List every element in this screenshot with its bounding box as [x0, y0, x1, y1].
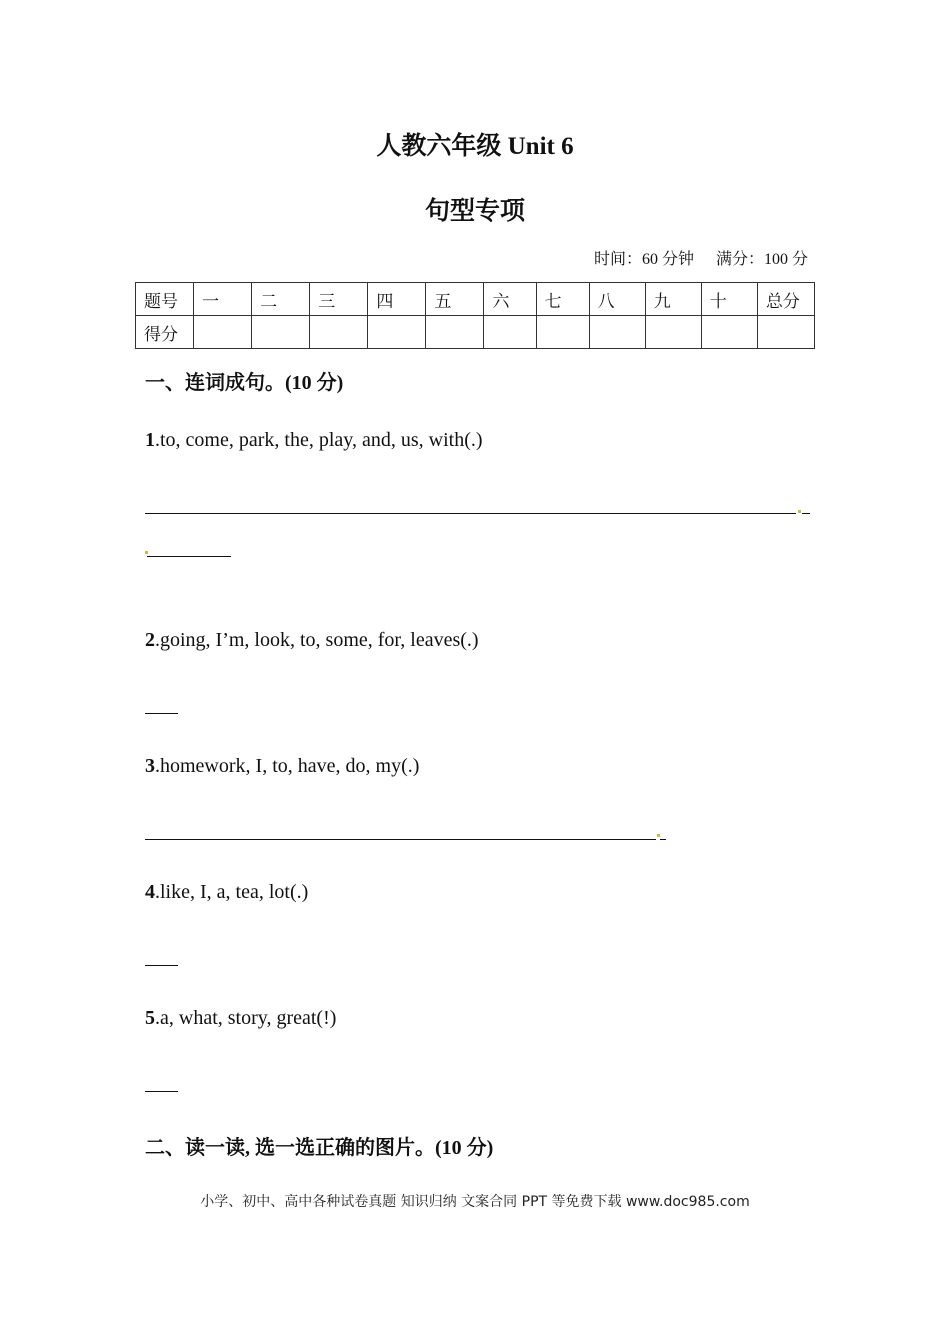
score-input-cell[interactable] — [757, 316, 814, 349]
score-input-cell[interactable] — [536, 316, 589, 349]
question-4 — [145, 881, 308, 904]
score-input-cell[interactable] — [310, 316, 368, 349]
section-2-heading: 二、读一读, 选一选正确的图片。(10 分) — [145, 1137, 494, 1159]
section-1-heading: 一、连词成句。(10 分) — [145, 372, 344, 394]
page-footer: 小学、初中、高中各种试卷真题 知识归纳 文案合同 PPT 等免费下载 www.doc985.com — [200, 1194, 750, 1210]
score-table — [135, 282, 815, 349]
score-input-cell[interactable] — [589, 316, 645, 349]
question-3 — [145, 755, 419, 778]
answer-line-1[interactable] — [145, 513, 796, 514]
question-number: 3 — [145, 755, 155, 777]
table-cell: 三 — [310, 283, 368, 316]
answer-line-3[interactable] — [145, 839, 656, 840]
answer-line-4[interactable] — [145, 965, 178, 966]
page-subtitle: 句型专项 — [424, 198, 525, 225]
question-number: 5 — [145, 1007, 155, 1029]
score-input-cell[interactable] — [701, 316, 757, 349]
table-cell: 五 — [426, 283, 484, 316]
question-number: 4 — [145, 881, 155, 903]
edit-mark — [657, 834, 660, 837]
score-input-cell[interactable] — [426, 316, 484, 349]
table-cell: 八 — [589, 283, 645, 316]
question-text: .going, I’m, look, to, some, for, leaves(.) — [155, 629, 479, 651]
time-limit: 时间：60 分钟 — [593, 251, 694, 268]
answer-line-3-tail — [660, 839, 666, 840]
question-text: .like, I, a, tea, lot(.) — [155, 881, 309, 903]
score-table-score-row — [136, 316, 815, 349]
score-input-cell[interactable] — [368, 316, 426, 349]
answer-line-5[interactable] — [145, 1091, 178, 1092]
table-cell: 总分 — [757, 283, 814, 316]
score-input-cell[interactable] — [194, 316, 252, 349]
question-text: .homework, I, to, have, do, my(.) — [155, 755, 420, 777]
edit-mark — [145, 551, 148, 554]
question-number: 1 — [145, 429, 155, 451]
exam-meta — [594, 246, 808, 269]
question-5 — [145, 1007, 336, 1030]
question-number: 2 — [145, 629, 155, 651]
answer-line-2[interactable] — [145, 713, 178, 714]
edit-mark — [798, 510, 801, 513]
table-cell: 四 — [368, 283, 426, 316]
page-title: 人教六年级 Unit 6 — [376, 133, 574, 160]
full-score: 满分：100 分 — [715, 251, 808, 268]
question-1 — [145, 429, 483, 452]
table-cell: 一 — [194, 283, 252, 316]
question-text: .a, what, story, great(!) — [155, 1007, 337, 1029]
answer-line-1-tail — [802, 513, 810, 514]
question-2 — [145, 629, 479, 652]
table-cell: 七 — [536, 283, 589, 316]
table-cell: 九 — [645, 283, 701, 316]
table-cell: 十 — [701, 283, 757, 316]
table-cell: 得分 — [136, 316, 194, 349]
table-cell: 二 — [252, 283, 310, 316]
question-text: .to, come, park, the, play, and, us, with(.) — [155, 429, 483, 451]
table-cell: 题号 — [136, 283, 194, 316]
table-cell: 六 — [484, 283, 536, 316]
score-input-cell[interactable] — [645, 316, 701, 349]
score-input-cell[interactable] — [484, 316, 536, 349]
score-table-header-row — [136, 283, 815, 316]
answer-line-1b[interactable] — [147, 556, 231, 557]
score-input-cell[interactable] — [252, 316, 310, 349]
